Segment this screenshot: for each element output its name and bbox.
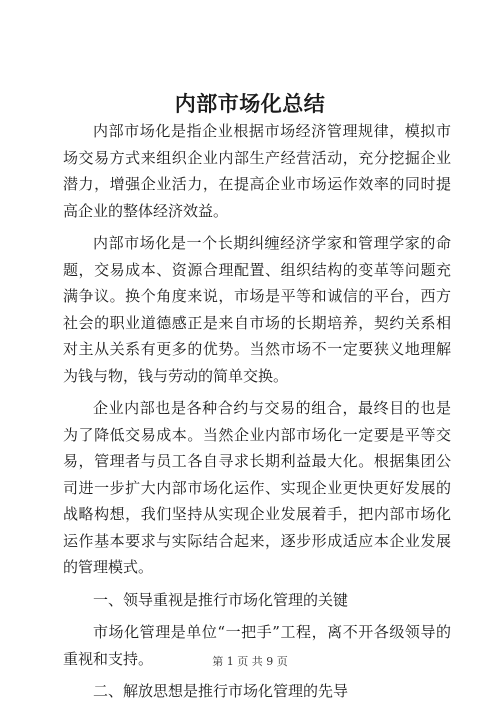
page-title: 内部市场化总结: [174, 91, 326, 116]
paragraph-section-1: 市场化管理是单位“一把手”工程，离不开各级领导的重视和支持。: [63, 623, 451, 668]
paragraph-intro: 内部市场化是指企业根据市场经济管理规律，模拟市场交易方式来组织企业内部生产经营活动，充分挖掘企业潜力，增强企业活力，在提高企业市场运作效率的同时提高企业的整体经济效益。: [63, 122, 451, 220]
paragraph-enterprise: 企业内部也是各种合约与交易的组合，最终目的也是为了降低交易成本。当然企业内部市场化一定要是平等交易，管理者与员工各自寻求长期利益最大化。根据集团公司进一步扩大内部市场化运作、实现企业更快更好发展的战略构想，我们坚持从实现企业发展着手，把内部市场化运作基本要求与实际结合起来，逐步形成适应本企业发展的管理模式。: [63, 399, 451, 576]
section-heading-2: 二、解放思想是推行市场化管理的先导: [93, 682, 349, 700]
page-number-footer: 第 1 页 共 9 页: [212, 655, 288, 668]
document-body: [63, 118, 451, 705]
section-heading-1: 一、领导重视是推行市场化管理的关键: [93, 590, 349, 609]
paragraph-debate: 内部市场化是一个长期纠缠经济学家和管理学家的命题，交易成本、资源合理配置、组织结构的变革等问题充满争议。换个角度来说，市场是平等和诚信的平台，西方社会的职业道德感正是来自市场的长期培养，契约关系相对主从关系有更多的优势。当然市场不一定要狭义地理解为钱与物，钱与劳动的简单交换。: [63, 234, 451, 385]
